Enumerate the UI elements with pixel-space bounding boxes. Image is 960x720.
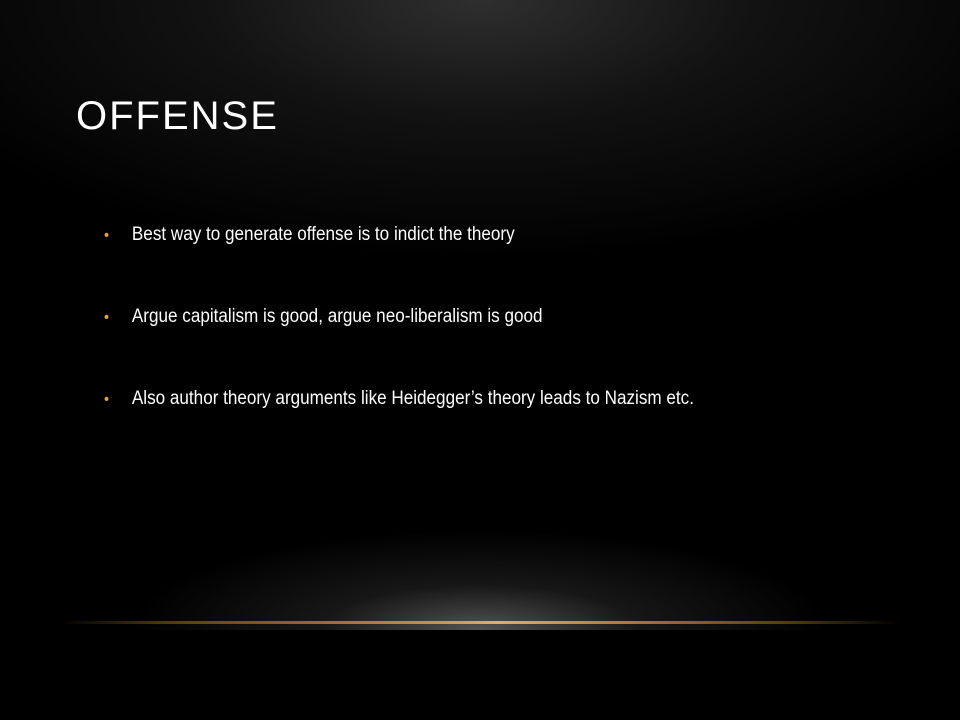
bottom-glow [130,530,830,630]
bullet-item [104,306,694,388]
bullet-dot-icon: • [104,309,110,326]
gold-divider-line [60,621,900,624]
bullet-item [104,224,694,306]
bullet-text: Also author theory arguments like Heidegger’s theory leads to Nazism etc. [131,388,694,409]
bullet-dot-icon: • [104,227,110,244]
slide-title: OFFENSE [76,94,279,138]
bullet-item [104,388,694,470]
bullet-text: Best way to generate offense is to indict the theory [131,224,515,245]
bullet-list [104,224,760,470]
bullet-text: Argue capitalism is good, argue neo-liberalism is good [131,306,543,327]
bullet-dot-icon: • [104,391,110,408]
